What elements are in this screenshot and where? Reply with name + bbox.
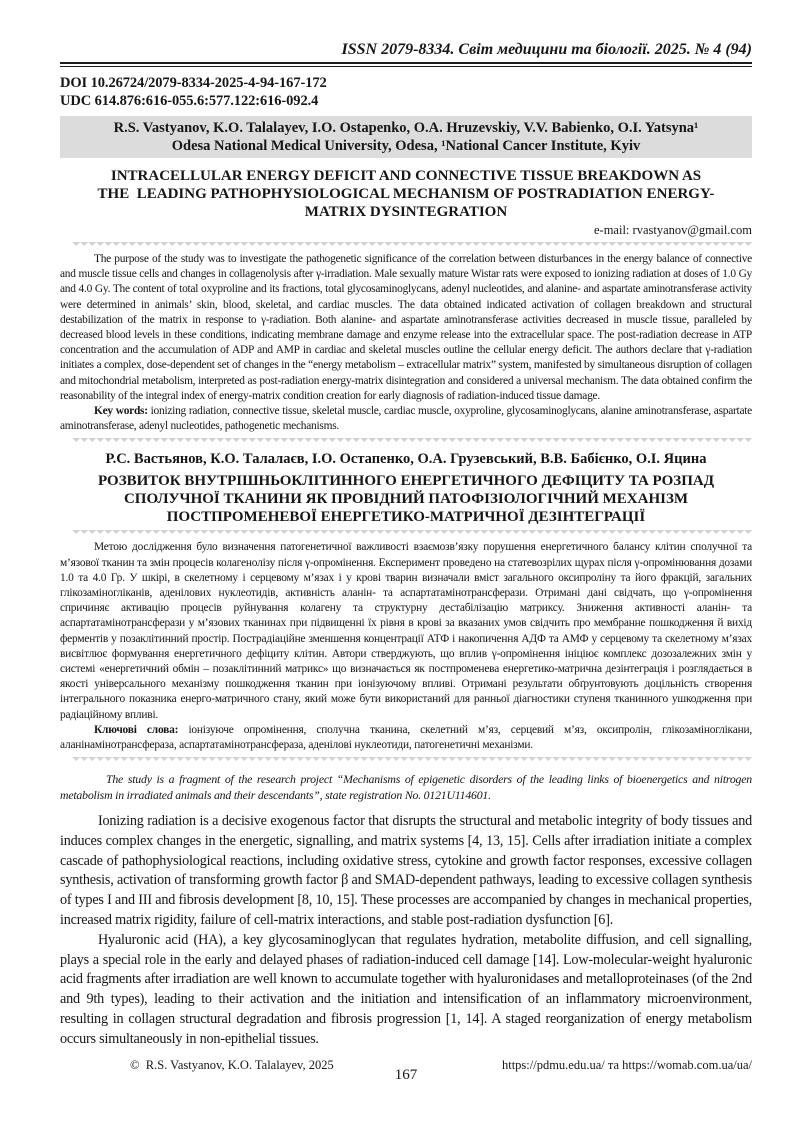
abstract-en-text: The purpose of the study was to investigate the pathogenetic significance of the correlation between disturbances in the energy balance of connective and muscle tissue cells and changes in collagenolysis after γ-irradiation. Male sexually mature Wistar rats were exposed to ionizing radiation at doses of 1.0 Gy and 4.0 Gy. The content of total oxyproline and its fractions, total glycosaminoglycans, adenyl nucleotides, and alanine- and aspartate aminotransferase activity were determined in animals’ skin, blood, skeletal, and cardiac muscles. The data obtained indicated activation of collagen breakdown and structural destabilization of the matrix in response to γ-radiation. Both alanine- and aspartate aminotransferase activities decreased in muscle tissue, paralleled by decreased blood levels in these conditions, indicating membrane damage and enzyme release into the extracellular space. The post-radiation decrease in ATP concentration and the accumulation of ADP and AMP in cardiac and skeletal muscles outline the cellular energy deficit. The authors declare that γ-radiation initiates a complex, dose-dependent set of changes in the “energy metabolism – extracellular matrix” system, manifested by simultaneous disruption of collagen and mitochondrial metabolism, interpreted as post-radiation energy-matrix disintegration and considered a universal mechanism. The data obtained confirm the reasonability of the integral index of energy-matrix condition creation for early diagnosis of radiation-induced tissue damage. [60, 253, 752, 402]
title-en-line-3: MATRIX DYSINTEGRATION [304, 204, 508, 220]
zigzag-divider [72, 757, 752, 763]
zigzag-divider [72, 530, 752, 536]
footer-links[interactable]: https://pdmu.edu.ua/ та https://womab.com.ua/ua/ [501, 1058, 752, 1072]
project-note: The study is a fragment of the research project “Mechanisms of epigenetic disorders of the leading links of bioenergetics and nitrogen metabolism in irradiated animals and their descendants”, state registration No. 0121U114601. [60, 772, 752, 802]
title-uk-line-2: СПОЛУЧНОЇ ТКАНИНИ ЯК ПРОВІДНИЙ ПАТОФІЗІОЛОГІЧНИЙ МЕХАНІЗМ [123, 491, 689, 508]
body-paragraph-2: Hyaluronic acid (HA), a key glycosaminoglycan that regulates hydration, metabolite diffusion, and cell signalling, plays a special role in the early and delayed phases of radiation-induced cell damage [14]. Low-molecular-weight hyaluronic acid fragments after irradiation are well known to accumulate together with hyaluronidases and metalloproteinases (of the 2nd and 9th types), leading to their activation and the initiation and intensification of an inflammatory microenvironment, resulting in collagen structural degradation and fibrosis progression [1, 14]. A staged reorganization of energy metabolism occurs simultaneously in non-epithelial tissues. [60, 931, 753, 1047]
doi-line: DOI 10.26724/2079-8334-2025-4-94-167-172 [60, 75, 327, 91]
authors-box-en [60, 116, 752, 158]
article-body [60, 812, 752, 1050]
title-en-line-1: INTRACELLULAR ENERGY DEFICIT AND CONNECTIVE TISSUE BREAKDOWN AS [110, 168, 702, 184]
zigzag-divider [72, 438, 752, 444]
body-paragraph-1: Ionizing radiation is a decisive exogenous factor that disrupts the structural and metabolic integrity of body tissues and induces complex changes in the energetic, signalling, and matrix systems [4, 13, 15]. Cells after irradiation initiate a complex cascade of pathophysiological reactions, including oxidative stress, cytokine and growth factor responses, excessive collagen synthesis, activation of transforming growth factor β and SMAD-dependent pathways, leading to excessive collagen synthesis of types I and III and fibrosis development [8, 10, 15]. These processes are accompanied by changes in mechanical properties, increased matrix rigidity, failure of cell-matrix interactions, and stable post-radiation dysfunction [6]. [60, 813, 752, 929]
affiliation-line-en: Odesa National Medical University, Odesa, ¹National Cancer Institute, Kyiv [171, 138, 641, 154]
keywords-en [60, 404, 752, 434]
zigzag-divider [72, 242, 752, 248]
keywords-en-label: Key words: [94, 405, 148, 418]
abstract-en [60, 252, 752, 434]
article-meta [60, 75, 752, 110]
page-footer [60, 1058, 752, 1118]
keywords-uk [60, 723, 752, 753]
udc-line: UDC 614.876:616-055.6:577.122:616-092.4 [60, 92, 319, 109]
title-uk-line-1: РОЗВИТОК ВНУТРІШНЬОКЛІТИННОГО ЕНЕРГЕТИЧНОГО ДЕФІЦИТУ ТА РОЗПАД [97, 473, 715, 490]
issn-line: ISSN 2079-8334. Світ медицини та біології. 2025. № 4 (94) [341, 41, 752, 58]
keywords-uk-text: іонізуюче опромінення, сполучна тканина, скелетний м’яз, серцевий м’яз, оксипролін, глікозаміноглікани, аланінамінотрансфераза, аспартатамінотрансфераза, аденілові нуклеотиди, патогенетичні механізми. [60, 723, 753, 752]
article-title-uk [60, 472, 752, 526]
abstract-uk-text: Метою дослідження було визначення патогенетичної важливості взаємозв’язку порушення енергетичного балансу клітин сполучної та м’язової тканин та змін процесів колагенолізу після γ-опромінення. Експеримент проведено на статевозрілих щурах після γ-опромінювання дозами 1.0 та 4.0 Гр. У шкірі, в скелетному і серцевому м’язах і у крові тварин визначали вміст загального оксипроліну та його фракцій, загальних глікозаміногліканів, аденілових нуклеотидів, активність аланін- та аспартатамінотрансферази. Отримані дані свідчать, що γ-опромінення спричиняє активацію процесів руйнування колагену та структурну дестабілізацію матриксу. Зниження активності аланін- та аспартатамінотрансферази у м’язових тканинах при підвищенні їх рівня в крові за вказаних умов свідчить про мембранне пошкодження й вихід ферментів у позаклітинний простір. Пострадіаційне зменшення концентрації АТФ і накопичення АДФ та АМФ у серцевому та скелетному м’язах висвітлює формування енергетичного дефіциту клітин. Автори стверджують, що вплив γ-опромінення ініціює комплекс дозозалежних змін у системі «енергетичний обмін – позаклітинний матрикс» що визначається як постпроменева енергетико-матрична дезінтеграція і розглядається в якості універсального механізму пошкодження тканин при іонізуючому впливі. Отримані результати обґрунтовують доцільність створення інтегрального показника енерго-матричного стану, який може бути використаний для ранньої діагностики ступеня тканинного ушкодження при радіаційному впливі. [60, 541, 752, 721]
email-line[interactable]: e-mail: rvastyanov@gmail.com [594, 223, 752, 237]
title-uk-line-3: ПОСТПРОМЕНЕВОЇ ЕНЕРГЕТИКО-МАТРИЧНОЇ ДЕЗІНТЕГРАЦІЇ [166, 509, 646, 526]
authors-line-en: R.S. Vastyanov, K.O. Talalayev, I.O. Ostapenko, O.A. Hruzevskiy, V.V. Babienko, O.I. Yatsyna¹ [113, 120, 699, 136]
header-rule [60, 62, 752, 67]
abstract-uk [60, 540, 752, 753]
footer-copyright: © R.S. Vastyanov, K.O. Talalayev, 2025 [130, 1058, 334, 1072]
title-en-line-2: THE LEADING PATHOPHYSIOLOGICAL MECHANISM OF POSTRADIATION ENERGY- [97, 186, 715, 202]
authors-line-uk: Р.С. Вастьянов, К.О. Талалаєв, І.О. Остапенко, О.А. Грузевський, В.В. Бабієнко, О.І. Яцина [105, 451, 707, 468]
footer-page-number: 167 [394, 1067, 418, 1083]
keywords-en-text: ionizing radiation, connective tissue, skeletal muscle, cardiac muscle, oxyproline, glycosaminoglycans, alanine aminotransferase, aspartate aminotransferase, adenyl nucleotides, pathogenetic mechanisms. [60, 405, 752, 433]
keywords-uk-label: Ключові слова: [94, 723, 179, 736]
article-title-en [60, 167, 752, 221]
